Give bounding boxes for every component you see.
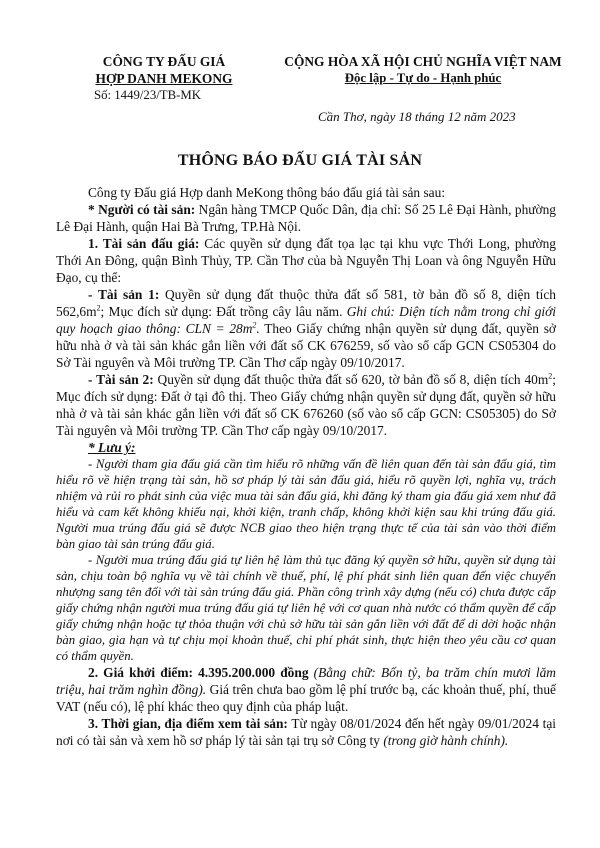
document-title: THÔNG BÁO ĐẤU GIÁ TÀI SẢN: [177, 152, 423, 169]
org-name-line1: CÔNG TY ĐẤU GIÁ: [102, 54, 226, 69]
organization-header: [84, 53, 244, 104]
asset2-text-b: ; Mục đích sử dụng: Đất ở tại đô thị. Theo Giấy chứng nhận quyền sử dụng đất, quyền sở hữu nhà ở và tài sản khác gắn liền với đất số CK 676260 (số vào sổ cấp GCN: CS05305) do Sở Tài nguyên và Môi trường TP. Cần Thơ cấp ngày 09/10/2017.: [56, 372, 556, 438]
section1-paragraph: [56, 235, 556, 286]
asset1-sup: 2: [96, 303, 101, 313]
asset1-paragraph: [56, 286, 556, 371]
document-body: [56, 184, 556, 749]
asset1-text-a: Quyền sử dụng đất thuộc thửa đất số 581, tờ bản đồ số 8, diện tích 562,6m: [56, 287, 556, 319]
national-header: [278, 53, 568, 87]
asset2-label: - Tài sản 2:: [88, 372, 154, 387]
notes-label-paragraph: [56, 439, 556, 456]
section2-paragraph: [56, 664, 556, 715]
note-1: - Người tham gia đấu giá cần tìm hiểu rõ những vấn đề liên quan đến tài sản đấu giá, tìm hiểu rõ về hiện trạng tài sản, hồ sơ pháp lý tài sản đấu giá, hiểu rõ quyền lợi, nghĩa vụ, trách nhiệm và rủi ro phát sinh của việc mua tài sản đấu giá, khi đăng ký tham gia đấu giá xem như đã hiểu và cam kết không khiếu nại, khởi kiện, tranh chấp, không khởi kiện sau khi trúng đấu giá. Người mua trúng đấu giá sẽ được NCB giao theo hiện trạng thực tế của tài sản vào thời điểm bàn giao tài sản trúng đấu giá.: [56, 457, 556, 551]
section3-paragraph: [56, 715, 556, 749]
notes-block: [56, 456, 556, 664]
note-2: - Người mua trúng đấu giá tự liên hệ làm thủ tục đăng ký quyền sở hữu, quyền sử dụng tài sản, chịu toàn bộ nghĩa vụ về tài chính về thuế, phí, lệ phí phát sinh liên quan đến việc chuyển nhượng sang tên đối với tài sản trúng đấu giá. Phần công trình xây dựng (nếu có) chưa được cấp giấy chứng nhận người mua trúng đấu giá tự liên hệ với cơ quan nhà nước có thẩm quyền để cấp giấy chứng nhận hoặc tự thỏa thuận với chủ sở hữu tài sản gắn liền với đất để di dời hoặc nhận bàn giao, gia hạn và tự chịu mọi khoản thuế, chi phí phát sinh, thực hiện theo yêu cầu cơ quan có thẩm quyền.: [56, 553, 556, 663]
section1-label: 1. Tài sản đấu giá:: [88, 236, 200, 251]
section3-text: Từ ngày 08/01/2024 đến hết ngày 09/01/2024 tại nơi có tài sản và xem hồ sơ pháp lý tài sản tại trụ sở Công ty: [56, 716, 557, 748]
asset1-text-c: Theo Giấy chứng nhận quyền sử dụng đất, quyền sở hữu nhà ở và tài sản khác gắn liền với đất số CK 676259, số vào sổ cấp GCN CS05304 do Sở Tài nguyên và Môi trường TP. Cần Thơ cấp ngày 09/10/2017.: [56, 321, 556, 370]
section1-text: Các quyền sử dụng đất tọa lạc tại khu vực Thới Long, phường Thới An Đông, quận Bình Thủy, TP. Cần Thơ của bà Nguyễn Thị Loan và ông Nguyễn Hữu Đạo, cụ thể:: [56, 236, 556, 285]
asset2-sup: 2: [548, 371, 553, 381]
section3-label: 3. Thời gian, địa điểm xem tài sản:: [88, 716, 288, 731]
asset1-label: - Tài sản 1:: [88, 287, 160, 302]
section3-hours: (trong giờ hành chính).: [383, 733, 509, 748]
asset1-note-end: .: [256, 321, 260, 336]
national-motto: Độc lập - Tự do - Hạnh phúc: [344, 71, 502, 85]
asset1-text-b: ; Mục đích sử dụng: Đất trồng cây lâu năm.: [100, 304, 347, 319]
section2-words: (Bằng chữ: Bốn tỷ, ba trăm chín mươi lăm triệu, hai trăm nghìn đồng).: [56, 665, 556, 697]
nation-name: CỘNG HÒA XÃ HỘI CHỦ NGHĨA VIỆT NAM: [284, 54, 562, 69]
org-name-line2: HỢP DANH MEKONG: [95, 71, 233, 86]
owner-label: * Người có tài sản:: [88, 202, 196, 217]
document-number: Số: 1449/23/TB-MK: [94, 88, 202, 102]
owner-paragraph: [56, 201, 556, 235]
notes-label: * Lưu ý:: [88, 440, 136, 455]
asset2-paragraph: [56, 371, 556, 439]
owner-text: Ngân hàng TMCP Quốc Dân, địa chỉ: Số 25 Lê Đại Hành, phường Lê Đại Hành, quận Hai Bà Trưng, TP.Hà Nội.: [56, 202, 556, 234]
section2-text: Giá trên chưa bao gồm lệ phí trước bạ, các khoản thuế, phí, thuế VAT (nếu có), lệ phí khác theo quy định của pháp luật.: [56, 682, 556, 714]
section2-label: 2. Giá khởi điểm: 4.395.200.000 đồng: [88, 665, 309, 680]
intro-paragraph: Công ty Đấu giá Hợp danh MeKong thông báo đấu giá tài sản sau:: [88, 185, 446, 200]
asset1-note: Ghi chú: Diện tích nằm trong chỉ giới quy hoạch giao thông: CLN = 28m: [56, 304, 556, 336]
asset2-text-a: Quyền sử dụng đất thuộc thửa đất số 620, tờ bản đồ số 8, diện tích 40m: [153, 372, 549, 387]
document-date: Cần Thơ, ngày 18 tháng 12 năm 2023: [318, 109, 516, 124]
asset1-note-sup: 2: [252, 320, 257, 330]
